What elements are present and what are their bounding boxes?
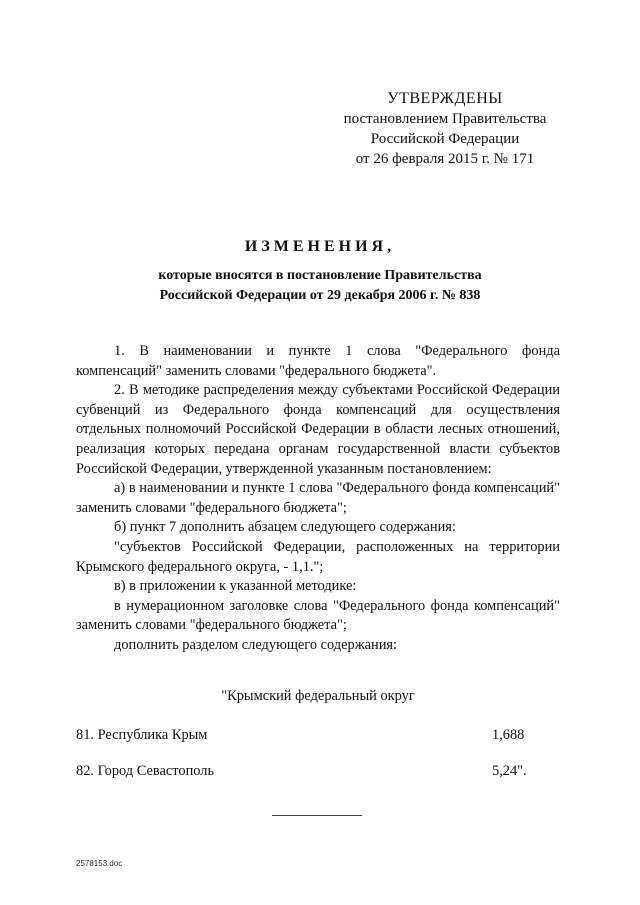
document-subtitle-line-2: Российской Федерации от 29 декабря 2006 г. № 838 bbox=[159, 288, 481, 303]
paragraph-1: 1. В наименовании и пункте 1 слова "Федерального фонда компенсаций" заменить словами "федерального бюджета". bbox=[76, 343, 560, 379]
paragraph-5: "субъектов Российской Федерации, расположенных на территории Крымского федерального округа, - 1,1."; bbox=[76, 538, 560, 575]
approval-line-1: постановлением Правительства bbox=[343, 111, 547, 127]
file-name-footer: 2578153.doc bbox=[76, 859, 123, 868]
row-name: 82. Город Севастополь bbox=[76, 763, 215, 779]
approval-block bbox=[330, 89, 560, 169]
row-value: 1,688 bbox=[492, 727, 525, 743]
paragraph-3: а) в наименовании и пункте 1 слова "Федерального фонда компенсаций" заменить словами "федерального бюджета"; bbox=[76, 480, 560, 516]
document-body bbox=[76, 342, 560, 656]
approval-line-2: Российской Федерации bbox=[370, 131, 520, 147]
document-subtitle-line-1: которые вносятся в постановление Правительства bbox=[158, 268, 482, 283]
district-heading: "Крымский федеральный округ bbox=[221, 688, 415, 704]
row-value: 5,24". bbox=[492, 763, 527, 779]
end-separator-line bbox=[272, 815, 362, 816]
approval-line-3: от 26 февраля 2015 г. № 171 bbox=[355, 151, 535, 167]
paragraph-4: б) пункт 7 дополнить абзацем следующего содержания: bbox=[114, 519, 456, 536]
paragraph-2: 2. В методике распределения между субъектами Российской Федерации субвенций из Федерального фонда компенсаций для осуществления отдельных полномочий Российской Федерации в области лесных отношений, реализация которых передана органам государственной власти субъектов Российской Федерации, утвержденной указанным постановлением: bbox=[76, 382, 560, 477]
paragraph-8: дополнить разделом следующего содержания: bbox=[114, 636, 398, 653]
document-title: ИЗМЕНЕНИЯ, bbox=[244, 238, 396, 255]
row-name: 81. Республика Крым bbox=[76, 727, 208, 743]
paragraph-7: в нумерационном заголовке слова "Федерального фонда компенсаций" заменить словами "федерального бюджета"; bbox=[76, 597, 560, 634]
document-subtitle bbox=[60, 266, 580, 306]
approval-title: УТВЕРЖДЕНЫ bbox=[387, 90, 503, 107]
paragraph-6: в) в приложении к указанной методике: bbox=[114, 578, 357, 595]
